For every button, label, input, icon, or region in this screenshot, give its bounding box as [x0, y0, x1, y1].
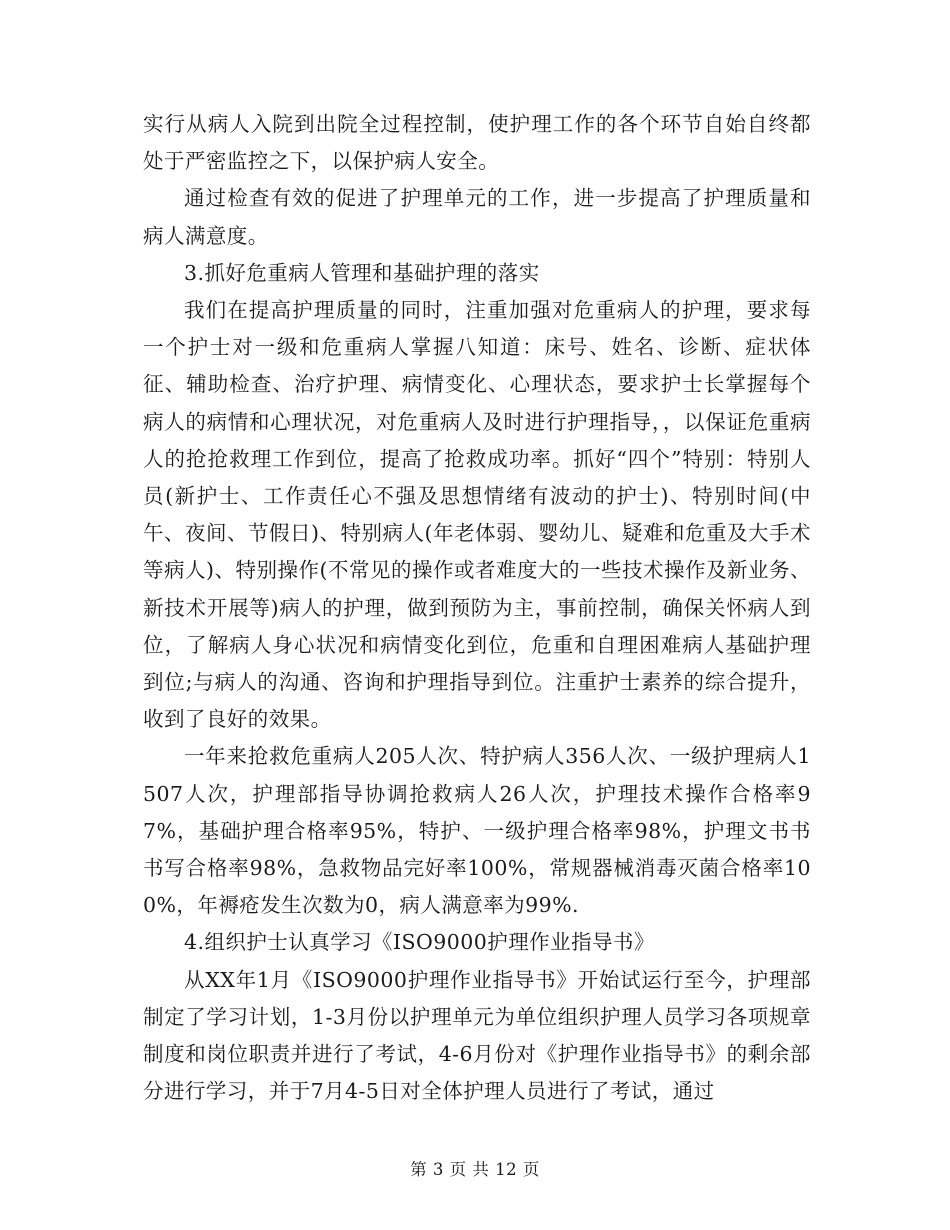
section-heading-4: 4.组织护士认真学习《ISO9000护理作业指导书》: [184, 930, 655, 955]
paragraph-4: 一年来抢救危重病人205人次、特护病人356人次、一级护理病人1507人次，护理部指导协调抢救病人26人次，护理技术操作合格率97%，基础护理合格率95%，特护、一级护理合格率98%，护理文书书书写合格率98%，急救物品完好率100%，常规器械消毒灭菌合格率100%，年褥疮发生次数为0，病人满意率为99%.: [143, 744, 811, 918]
paragraph-3: 我们在提高护理质量的同时，注重加强对危重病人的护理，要求每一个护士对一级和危重病人掌握八知道：床号、姓名、诊断、症状体征、辅助检查、治疗护理、病情变化、心理状态，要求护士长掌握每个病人的病情和心理状况，对危重病人及时进行护理指导，，以保证危重病人的抢抢救理工作到位，提高了抢救成功率。抓好“四个”特别：特别人员(新护士、工作责任心不强及思想情绪有波动的护士)、特别时间(中午、夜间、节假日)、特别病人(年老体弱、婴幼儿、疑难和危重及大手术等病人)、特别操作(不常见的操作或者难度大的一些技术操作及新业务、新技术开展等)病人的护理，做到预防为主，事前控制，确保关怀病人到位，了解病人身心状况和病情变化到位，危重和自理困难病人基础护理到位;与病人的沟通、咨询和护理指导到位。注重护士素养的综合提升，收到了良好的效果。: [143, 298, 811, 732]
paragraph-1: 实行从病人入院到出院全过程控制，使护理工作的各个环节自始自终都处于严密监控之下，以保护病人安全。: [143, 112, 811, 174]
paragraph-5: 从XX年1月《ISO9000护理作业指导书》开始试运行至今，护理部制定了学习计划，1-3月份以护理单元为单位组织护理人员学习各项规章制度和岗位职责并进行了考试，4-6月份对《护理作业指导书》的剩余部分进行学习，并于7月4-5日对全体护理人员进行了考试，通过: [143, 967, 811, 1104]
paragraph-2: 通过检查有效的促进了护理单元的工作，进一步提高了护理质量和病人满意度。: [143, 186, 811, 248]
section-heading-3: 3.抓好危重病人管理和基础护理的落实: [184, 260, 540, 285]
document-body: [143, 106, 811, 1110]
page-number-footer: 第 3 页 共 12 页: [410, 1160, 540, 1179]
